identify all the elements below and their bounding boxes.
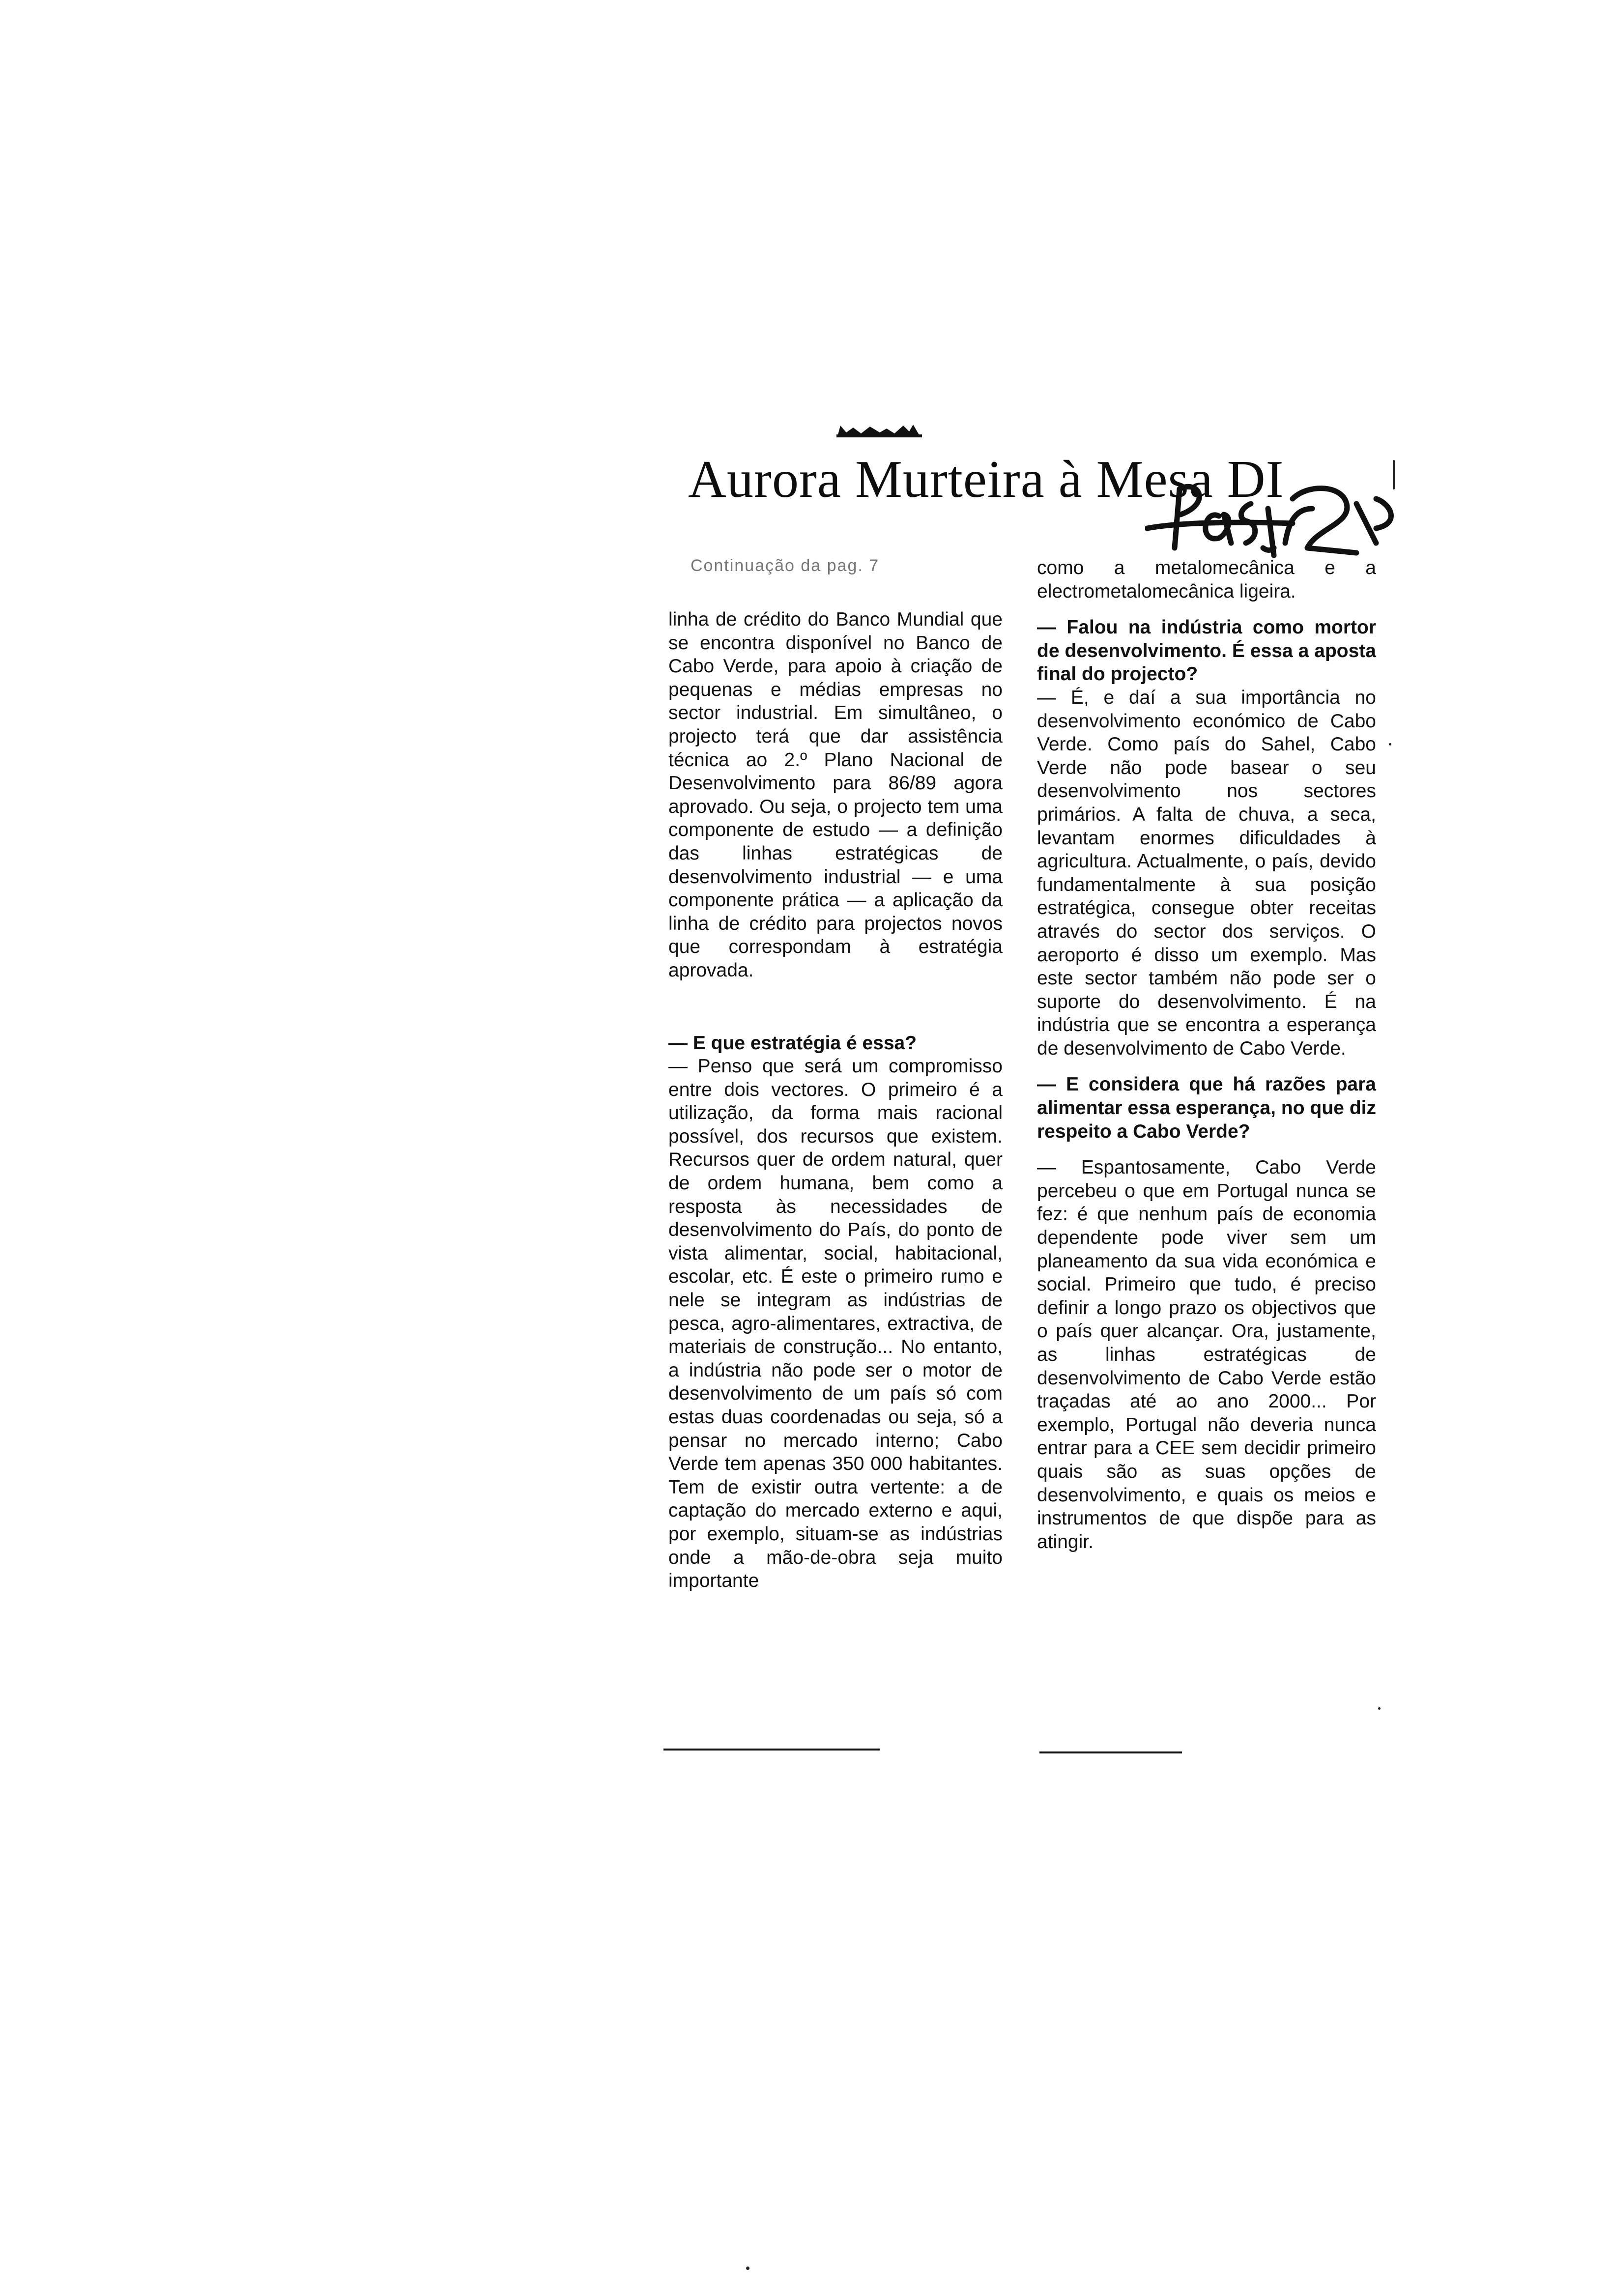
interview-question: — Falou na indústria como mortor de desenvolvimento. É essa a aposta final do projecto?: [1037, 617, 1376, 685]
column-end-rule: [1039, 1751, 1182, 1753]
scan-speck: [1393, 460, 1395, 489]
masthead-logo-icon: [835, 422, 924, 438]
interview-question: — E que estratégia é essa?: [668, 1032, 917, 1054]
scan-speck: [746, 2267, 749, 2270]
scan-speck: [1389, 743, 1391, 746]
paragraph: — Espantosamente, Cabo Verde percebeu o que em Portugal nunca se fez: é que nenhum país de economia dependente pode viver sem um planeamento da sua vida económica e social. Primeiro que tudo, é preciso definir a longo prazo os objectivos que o país quer alcançar. Ora, justamente, as linhas estratégicas de desenvolvimento de Cabo Verde estão traçadas até ao ano 2000... Por exemplo, Portugal não deveria nunca entrar para a CEE sem decidir primeiro quais são as suas opções de desenvolvimento, e quais os meios e instrumentos de que dispõe para as atingir.: [1037, 1157, 1376, 1552]
article-column-right: [1037, 556, 1376, 1553]
continued-from-note: Continuação da pag. 7: [691, 556, 880, 575]
interview-question: — E considera que há razões para alimentar essa esperança, no que diz respeito a Cabo Verde?: [1037, 1074, 1376, 1142]
article-headline: Aurora Murteira à Mesa DI: [688, 450, 1284, 509]
handwritten-page-note-icon: [1145, 469, 1420, 568]
paragraph: — Penso que será um compromisso entre dois vectores. O primeiro é a utilização, da forma mais racional possível, dos recursos que existem. Recursos quer de ordem natural, quer de ordem humana, bem como a resposta às necessidades de desenvolvimento do País, do ponto de vista alimentar, social, habitacional, escolar, etc. É este o primeiro rumo e nele se integram as indústrias de pesca, agro-alimentares, extractiva, de materiais de construção... No entanto, a indústria não pode ser o motor de desenvolvimento de um país só com estas duas coordenadas ou seja, só a pensar no mercado interno; Cabo Verde tem apenas 350 000 habitantes. Tem de existir outra vertente: a de captação do mercado externo e aqui, por exemplo, situam-se as indústrias onde a mão-de-obra seja muito importante: [668, 1056, 1003, 1592]
paragraph: linha de crédito do Banco Mundial que se encontra disponível no Banco de Cabo Verde, para apoio à criação de pequenas e médias empresas no sector industrial. Em simultâneo, o projecto terá que dar assistência técnica ao 2.º Plano Nacional de Desenvolvimento para 86/89 agora aprovado. Ou seja, o projecto tem uma componente de estudo — a definição das linhas estratégicas de desenvolvimento industrial — e uma componente prática — a aplicação da linha de crédito para projectos novos que correspondam à estratégia aprovada.: [668, 609, 1003, 981]
paragraph: — É, e daí a sua importância no desenvolvimento económico de Cabo Verde. Como país do Sahel, Cabo Verde não pode basear o seu desenvolvimento nos sectores primários. A falta de chuva, a seca, levantam enormes dificuldades à agricultura. Actualmente, o país, devido fundamentalmente à sua posição estratégica, consegue obter receitas através do sector dos serviços. O aeroporto é disso um exemplo. Mas este sector também não pode ser o suporte do desenvolvimento. É na indústria que se encontra a esperança de desenvolvimento de Cabo Verde.: [1037, 687, 1376, 1059]
paragraph: como a metalomecânica e a electrometalomecânica ligeira.: [1037, 557, 1376, 602]
article-column-left: [668, 608, 1003, 1593]
column-end-rule: [663, 1749, 880, 1751]
scan-speck: [1378, 1707, 1381, 1710]
